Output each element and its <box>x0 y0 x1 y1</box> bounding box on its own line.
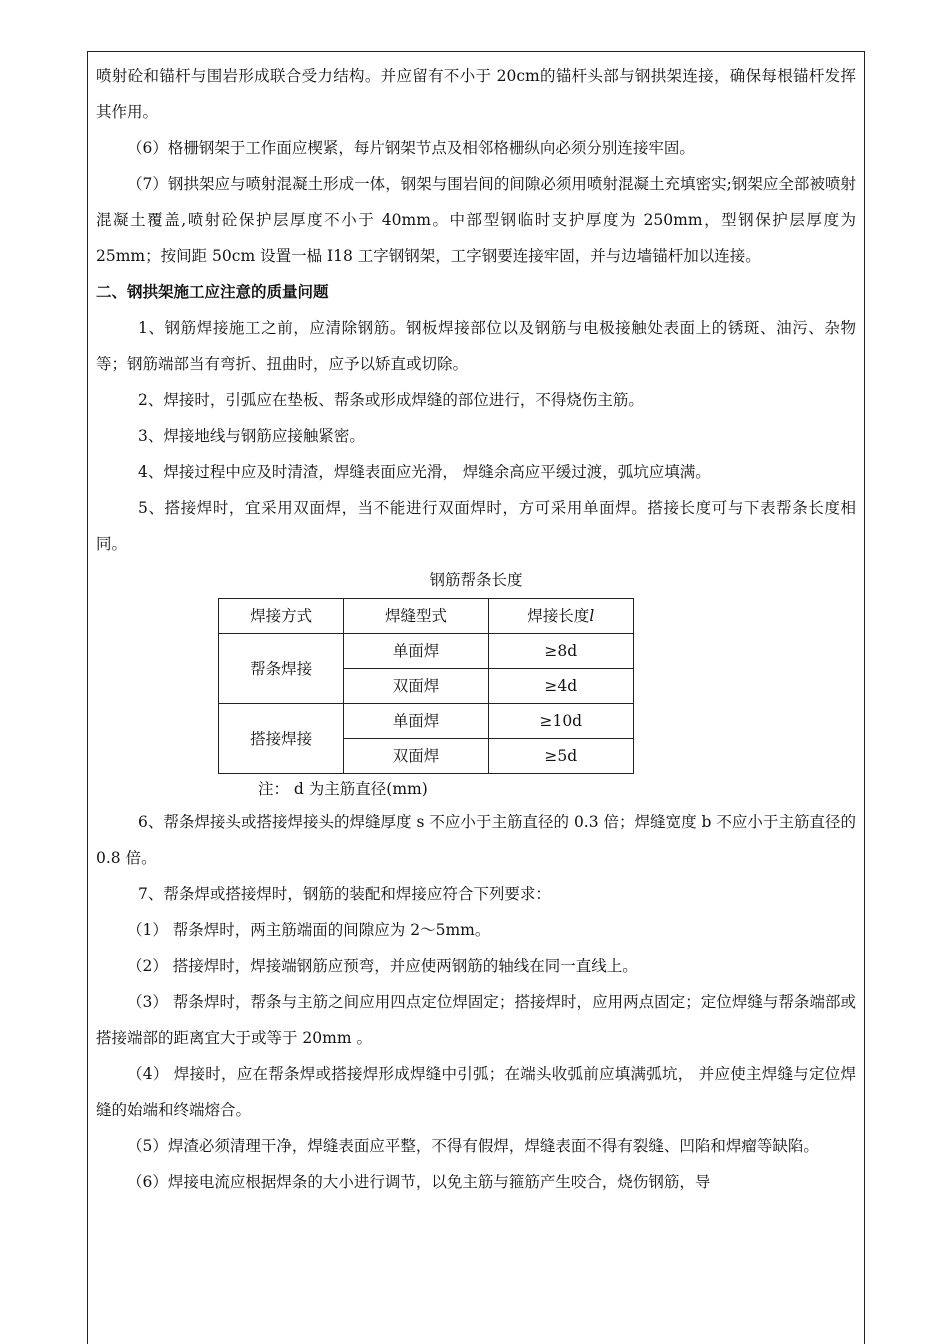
header-length-symbol: l <box>589 607 595 625</box>
cell-method: 帮条焊接 <box>219 634 344 704</box>
paragraph-steel-arch: （7）钢拱架应与喷射混凝土形成一体，钢架与围岩间的间隙必须用喷射混凝土充填密实;钢架应全部被喷射混凝土覆盖,喷射砼保护层厚度不小于 40mm。中部型钢临时支护厚度为 250mm，型钢保护层厚度为 25mm；按间距 50cm 设置一榀 I18 工字钢钢架，工字钢要连接牢固，并与边墙锚杆加以连接。 <box>96 175 856 265</box>
header-weld-method: 焊接方式 <box>219 599 344 634</box>
paragraph-item-4: 4、焊接过程中应及时清渣，焊缝表面应光滑， 焊缝余高应平缓过渡，弧坑应填满。 <box>138 463 711 481</box>
paragraph-item-7-6: （6）焊接电流应根据焊条的大小进行调节，以免主筋与箍筋产生咬合，烧伤钢筋，导 <box>127 1173 711 1191</box>
paragraph-item-1: 1、钢筋焊接施工之前，应清除钢筋。钢板焊接部位以及钢筋与电极接触处表面上的锈斑、油污、杂物等；钢筋端部当有弯折、扭曲时，应予以矫直或切除。 <box>96 319 856 373</box>
cell-type: 双面焊 <box>344 739 488 774</box>
paragraph-item-3: 3、焊接地线与钢筋应接触紧密。 <box>138 427 365 445</box>
table-header-row <box>219 599 634 634</box>
paragraph-item-5: 5、搭接焊时，宜采用双面焊，当不能进行双面焊时，方可采用单面焊。搭接长度可与下表帮条长度相同。 <box>96 499 856 553</box>
paragraph-item-7-3: （3） 帮条焊时，帮条与主筋之间应用四点定位焊固定；搭接焊时，应用两点固定；定位焊缝与帮条端部或搭接端部的距离宜大于或等于 20mm 。 <box>96 993 856 1047</box>
cell-length: ≥10d <box>488 704 633 739</box>
cell-type: 单面焊 <box>344 634 488 669</box>
cell-length: ≥5d <box>488 739 633 774</box>
header-weld-length <box>488 599 633 634</box>
paragraph-item-7-1: （1） 帮条焊时，两主筋端面的间隙应为 2～5mm。 <box>127 921 491 939</box>
paragraph-item-7-2: （2） 搭接焊时，焊接端钢筋应预弯，并应使两钢筋的轴线在同一直线上。 <box>127 957 638 975</box>
header-weld-type: 焊缝型式 <box>344 599 488 634</box>
section-heading: 二、钢拱架施工应注意的质量问题 <box>96 282 329 301</box>
paragraph-grid-frame: （6）格栅钢架于工作面应楔紧，每片钢架节点及相邻格栅纵向必须分别连接牢固。 <box>127 139 695 157</box>
header-weld-length-label: 焊接长度 <box>527 607 590 625</box>
table-caption: 钢筋帮条长度 <box>429 571 523 589</box>
paragraph-item-6: 6、帮条焊接头或搭接焊接头的焊缝厚度 s 不应小于主筋直径的 0.3 倍；焊缝宽度 b 不应小于主筋直径的 0.8 倍。 <box>96 813 856 867</box>
cell-length: ≥4d <box>488 669 633 704</box>
cell-type: 双面焊 <box>344 669 488 704</box>
paragraph-item-7-4: （4） 焊接时，应在帮条焊或搭接焊形成焊缝中引弧；在端头收弧前应填满弧坑， 并应使主焊缝与定位焊缝的始端和终端熔合。 <box>96 1065 856 1119</box>
cell-method: 搭接焊接 <box>219 704 344 774</box>
cell-type: 单面焊 <box>344 704 488 739</box>
paragraph-anchor-connection: 喷射砼和锚杆与围岩形成联合受力结构。并应留有不小于 20cm的锚杆头部与钢拱架连接，确保每根锚杆发挥其作用。 <box>96 67 856 121</box>
paragraph-item-2: 2、焊接时，引弧应在垫板、帮条或形成焊缝的部位进行，不得烧伤主筋。 <box>138 391 644 409</box>
weld-length-table <box>218 598 634 774</box>
document-body <box>96 58 856 1200</box>
paragraph-item-7: 7、帮条焊或搭接焊时，钢筋的装配和焊接应符合下列要求： <box>138 885 551 903</box>
table-note: 注： d 为主筋直径(mm) <box>258 780 428 798</box>
paragraph-item-7-5: （5）焊渣必须清理干净，焊缝表面应平整，不得有假焊，焊缝表面不得有裂缝、凹陷和焊瘤等缺陷。 <box>127 1137 819 1155</box>
cell-length: ≥8d <box>488 634 633 669</box>
table-row <box>219 704 634 739</box>
table-row <box>219 634 634 669</box>
